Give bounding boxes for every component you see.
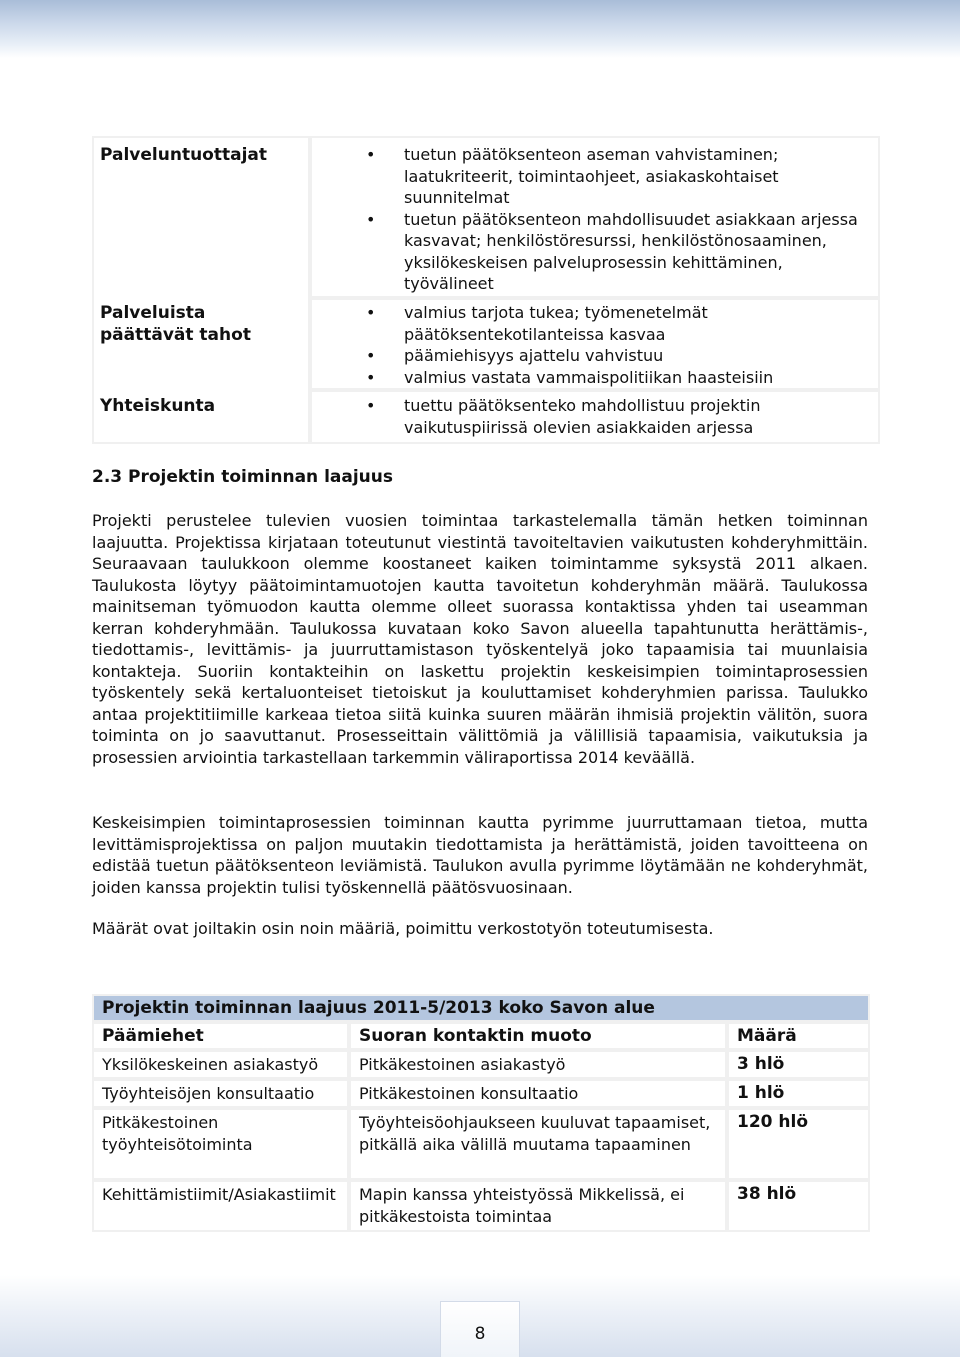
list-item: • valmius tarjota tukea; työmenetelmät päätöksentekotilanteissa kasvaa (404, 302, 874, 345)
goals-table (92, 136, 880, 444)
table-cell: Pitkäkestoinen työyhteisötoiminta (94, 1110, 347, 1178)
table-cell: 120 hlö (729, 1110, 868, 1178)
table-cell: Kehittämistiimit/Asiakastiimit (94, 1182, 347, 1230)
column-header: Päämiehet (94, 1024, 347, 1048)
list-item: • päämiehisyys ajattelu vahvistuu (404, 345, 874, 367)
list-item: • tuetun päätöksenteon aseman vahvistaminen; laatukriteerit, toimintaohjeet, asiakaskohtaiset suunnitelmat (404, 144, 874, 209)
column-header: Määrä (729, 1024, 868, 1048)
table-cell: Työyhteisöjen konsultaatio (94, 1081, 347, 1106)
list-item: • tuettu päätöksenteko mahdollistuu projektin vaikutuspiirissä olevien asiakkaiden arjessa (404, 395, 874, 438)
goals-list (404, 144, 874, 295)
column-header: Suoran kontaktin muoto (351, 1024, 725, 1048)
body-paragraph: Määrät ovat joiltakin osin noin määriä, poimittu verkostotyön toteutumisesta. (92, 919, 714, 938)
table-cell: 38 hlö (729, 1182, 868, 1230)
header-band (0, 0, 960, 58)
list-item: • tuetun päätöksenteon mahdollisuudet asiakkaan arjessa kasvavat; henkilöstöresurssi, henkilöstönosaaminen, yksilökeskeisen palveluprosessin kehittäminen, työvälineet (404, 209, 874, 295)
goals-list (404, 302, 874, 388)
section-heading: 2.3 Projektin toiminnan laajuus (92, 467, 393, 487)
row-label: Yhteiskunta (100, 396, 216, 416)
table-cell: Mapin kanssa yhteistyössä Mikkelissä, ei pitkäkestoista toimintaa (351, 1182, 725, 1230)
table-title: Projektin toiminnan laajuus 2011-5/2013 koko Savon alue (94, 996, 868, 1020)
table-cell: 1 hlö (729, 1081, 868, 1106)
page-number: 8 (440, 1301, 520, 1357)
goals-list (404, 395, 874, 438)
table-cell: 3 hlö (729, 1052, 868, 1077)
table-cell: Työyhteisöohjaukseen kuuluvat tapaamiset, pitkällä aika välillä muutama tapaaminen (351, 1110, 725, 1178)
row-label: Palveluntuottajat (100, 145, 268, 165)
table-cell: Pitkäkestoinen asiakastyö (351, 1052, 725, 1077)
body-paragraph: Projekti perustelee tulevien vuosien toimintaa tarkastelemalla tämän hetken toiminnan laajuutta. Projektissa kirjataan toteutunut viestintä tavoiteltavien vaikutusten kohderyhmittäin. Seuraavaan taulukkoon olemme koostaneet kaiken toimintamme syksystä 2011 alkaen. Taulukosta löytyy päätoimintamuotojen kautta tavoitetun kohderyhmän määrä. Taulukossa mainitseman työmuodon kautta olemme olleet suorassa kontaktissa yhden tai useamman kerran kohderyhmään. Taulukossa kuvataan koko Savon alueella tapahtunutta herättämis-, tiedottamis-, levittämis- ja juurruttamistason työskentelyä joko tapaamisia tai muunlaisia kontakteja. Suoriin kontakteihin on laskettu projektin keskeisimpien toimintaprosessien työskentely sekä kertaluonteiset tietoiskut ja kouluttamiset kohderyhmien parissa. Taulukko antaa projektitiimille karkeaa tietoa siitä kuinka suuren määrän ihmisiä projektin välitön, suora toiminta on jo saavuttanut. Prosesseittain välittömiä ja välillisiä tapaamisia, vaikutuksia ja prosessien arviointia tarkastellaan tarkemmin väliraportissa 2014 keväällä. (92, 511, 868, 767)
table-cell: Yksilökeskeinen asiakastyö (94, 1052, 347, 1077)
list-item: • valmius vastata vammaispolitiikan haasteisiin (404, 367, 874, 389)
row-label: Palveluista päättävät tahot (100, 303, 251, 345)
body-paragraph: Keskeisimpien toimintaprosessien toiminnan kautta pyrimme juurruttamaan tietoa, mutta levittämisprojektissa on paljon muutakin tiedottamista ja herättämistä, joiden tavoitteena on edistää tuetun päätöksenteon leviämistä. Taulukon avulla pyrimme löytämään ne kohderyhmät, joiden kanssa projektin tulisi työskennellä päätösvuosinaan. (92, 813, 868, 897)
table-cell: Pitkäkestoinen konsultaatio (351, 1081, 725, 1106)
scope-table (92, 994, 870, 1232)
